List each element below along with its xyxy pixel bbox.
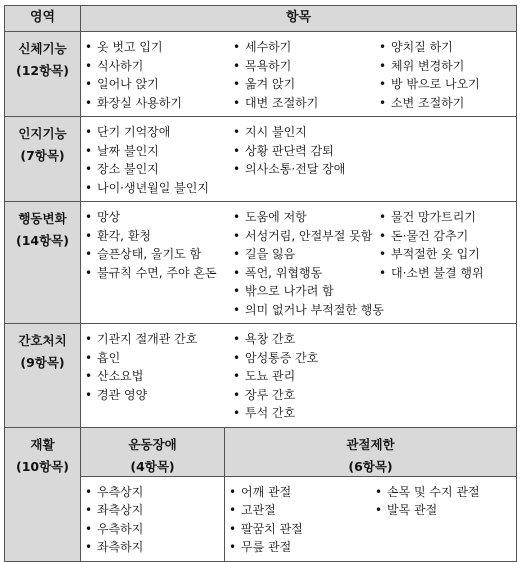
section-row-physical <box>5 32 517 117</box>
list-item: • 장루 간호 <box>233 386 379 405</box>
area-cell <box>5 32 81 117</box>
item-column <box>85 483 224 557</box>
list-item: • 목욕하기 <box>233 57 379 76</box>
joint-header <box>225 427 517 476</box>
item-column <box>233 123 379 197</box>
list-item: • 폭언, 위협행동 <box>233 264 379 283</box>
area-cell <box>5 427 81 561</box>
items-cell <box>81 32 517 117</box>
item-column <box>85 38 233 112</box>
area-name: 재활 <box>30 436 55 452</box>
list-item: • 체위 변경하기 <box>379 57 517 76</box>
header-area: 영역 <box>5 6 81 32</box>
list-item: • 환각, 환청 <box>85 227 233 246</box>
list-item: • 불규칙 수면, 주야 혼돈 <box>85 264 233 283</box>
list-item: • 경관 영양 <box>85 386 233 405</box>
item-column <box>375 483 513 557</box>
item-column <box>85 208 233 319</box>
list-item: • 팔꿈치 관절 <box>229 520 375 539</box>
area-count: (12항목) <box>16 63 69 78</box>
section-row-nursing <box>5 324 517 428</box>
list-item: • 암성통증 간호 <box>233 349 379 368</box>
item-column <box>233 208 384 319</box>
list-item: • 식사하기 <box>85 57 233 76</box>
list-item: • 단기 기억장애 <box>85 123 233 142</box>
joint-name: 관절제한 <box>346 436 395 452</box>
items-cell <box>81 324 517 428</box>
list-item: • 손목 및 수지 관절 <box>375 483 513 502</box>
list-item: • 나이·생년월일 불인지 <box>85 179 233 198</box>
motor-items-cell <box>81 476 225 561</box>
list-item: • 일어나 앉기 <box>85 75 233 94</box>
list-item: • 기관지 절개관 간호 <box>85 330 233 349</box>
area-cell <box>5 117 81 202</box>
item-column <box>233 38 379 112</box>
list-item: • 대·소변 불결 행위 <box>379 264 517 283</box>
section-row-behavior <box>5 202 517 324</box>
section-row-cognitive <box>5 117 517 202</box>
items-cell <box>81 202 517 324</box>
list-item: • 세수하기 <box>233 38 379 57</box>
list-item: • 도움에 저항 <box>233 208 379 227</box>
list-item: • 우측하지 <box>85 520 224 539</box>
list-item: • 지시 불인지 <box>233 123 379 142</box>
list-item: • 의사소통·전달 장애 <box>233 160 379 179</box>
list-item: • 옷 벗고 입기 <box>85 38 233 57</box>
list-item: • 날짜 불인지 <box>85 142 233 161</box>
header-items: 항목 <box>81 6 517 32</box>
list-item: • 좌측상지 <box>85 501 224 520</box>
item-column <box>233 330 379 423</box>
joint-count: (6항목) <box>348 458 393 474</box>
item-column <box>229 483 375 557</box>
list-item: • 옮겨 앉기 <box>233 75 379 94</box>
list-item: • 투석 간호 <box>233 404 379 423</box>
section-row-rehab-header <box>5 427 517 476</box>
motor-count: (4항목) <box>130 458 175 474</box>
area-name: 간호처치 <box>18 333 67 348</box>
joint-items-cell <box>225 476 517 561</box>
list-item: • 소변 조절하기 <box>379 94 517 113</box>
area-cell <box>5 324 81 428</box>
list-item: • 서성거림, 안절부절 못함 <box>233 227 379 246</box>
list-item: • 길을 잃음 <box>233 245 379 264</box>
assessment-table <box>4 5 517 562</box>
list-item: • 산소요법 <box>85 367 233 386</box>
item-column <box>379 38 517 112</box>
item-column <box>85 330 233 423</box>
area-count: (10항목) <box>16 458 69 474</box>
list-item: • 부적절한 옷 입기 <box>379 245 517 264</box>
list-item: • 상황 판단력 감퇴 <box>233 142 379 161</box>
list-item: • 도뇨 관리 <box>233 367 379 386</box>
motor-header <box>81 427 225 476</box>
list-item: • 양치질 하기 <box>379 38 517 57</box>
list-item: • 슬픈상태, 울기도 함 <box>85 245 233 264</box>
list-item: • 어깨 관절 <box>229 483 375 502</box>
list-item: • 무릎 관절 <box>229 538 375 557</box>
area-name: 인지기능 <box>18 126 67 141</box>
list-item: • 대변 조절하기 <box>233 94 379 113</box>
motor-name: 운동장애 <box>128 436 177 452</box>
item-column <box>85 123 233 197</box>
list-item: • 장소 불인지 <box>85 160 233 179</box>
area-count: (9항목) <box>20 355 65 370</box>
header-row <box>5 6 517 32</box>
items-cell <box>81 117 517 202</box>
list-item: • 망상 <box>85 208 233 227</box>
area-name: 행동변화 <box>18 211 67 226</box>
list-item: • 물건 망가트리기 <box>379 208 517 227</box>
list-item: • 발목 관절 <box>375 501 513 520</box>
list-item: • 우측상지 <box>85 483 224 502</box>
list-item: • 의미 없거나 부적절한 행동 <box>233 301 379 320</box>
list-item: • 좌측하지 <box>85 538 224 557</box>
list-item: • 욕창 간호 <box>233 330 379 349</box>
list-item: • 밖으로 나가려 함 <box>233 282 379 301</box>
item-column <box>379 208 517 319</box>
area-cell <box>5 202 81 324</box>
section-row-rehab-items <box>5 476 517 561</box>
list-item: • 고관절 <box>229 501 375 520</box>
area-count: (7항목) <box>20 148 65 163</box>
list-item: • 화장실 사용하기 <box>85 94 233 113</box>
list-item: • 흡인 <box>85 349 233 368</box>
list-item: • 방 밖으로 나오기 <box>379 75 517 94</box>
area-name: 신체기능 <box>18 41 67 56</box>
list-item: • 돈·물건 감추기 <box>379 227 517 246</box>
area-count: (14항목) <box>16 233 69 248</box>
